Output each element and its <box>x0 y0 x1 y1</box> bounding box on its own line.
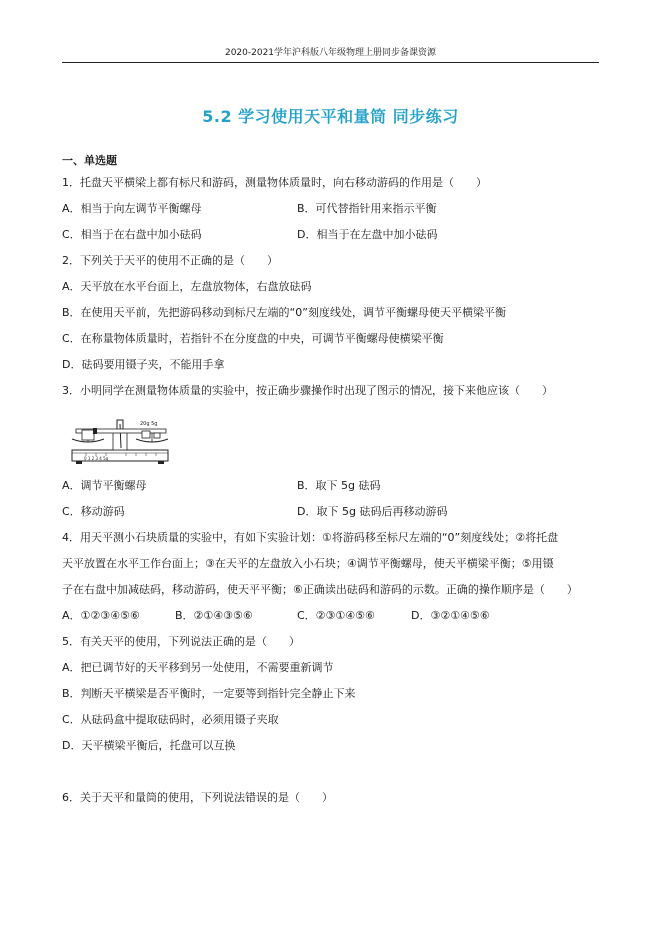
base-scale-label: 0 1 2 3 4 5g <box>84 456 109 461</box>
question-3-option-a: A．调节平衡螺母 <box>62 479 147 492</box>
question-1-option-a: A．相当于向左调节平衡螺母 <box>62 202 202 215</box>
question-5-option-b: B．判断天平横梁是否平衡时，一定要等到指针完全静止下来 <box>62 687 356 700</box>
page-title: 5.2 学习使用天平和量筒 同步练习 <box>202 107 459 126</box>
question-4-option-a: A．①②③④⑤⑥ <box>62 609 140 622</box>
question-6-stem: 6．关于天平和量筒的使用，下列说法错误的是（ ） <box>62 791 333 804</box>
question-5-stem: 5．有关天平的使用，下列说法正确的是（ ） <box>62 635 300 648</box>
question-2-option-d: D．砝码要用镊子夹，不能用手拿 <box>62 358 225 371</box>
section-heading: 一、单选题 <box>62 154 117 167</box>
page-header: 2020-2021学年沪科版八年级物理上册同步备课资源 <box>224 48 437 58</box>
question-4-option-b: B．②①④③⑤⑥ <box>175 609 253 622</box>
question-3-stem: 3．小明同学在测量物体质量的实验中，按正确步骤操作时出现了图示的情况，接下来他应该（ ） <box>62 384 553 397</box>
question-3-option-c: C．移动游码 <box>62 505 125 518</box>
question-3-option-d: D．取下 5g 砝码后再移动游码 <box>297 505 448 518</box>
question-1-option-b: B．可代替指针用来指示平衡 <box>297 202 437 215</box>
header-divider <box>62 62 599 63</box>
question-5-option-c: C．从砝码盒中提取砝码时，必须用镊子夹取 <box>62 713 279 726</box>
question-4-stem-line-3: 子在右盘中加减砝码，移动游码，使天平平衡；⑥正确读出砝码和游码的示数。正确的操作顺序是（ ） <box>62 583 578 596</box>
question-1-stem: 1．托盘天平横梁上都有标尺和游码，测量物体质量时，向右移动游码的作用是（ ） <box>62 176 487 189</box>
question-2-option-c: C．在称量物体质量时，若指针不在分度盘的中央，可调节平衡螺母使横梁平衡 <box>62 332 444 345</box>
question-4-stem-line-1: 4．用天平测小石块质量的实验中，有如下实验计划：①将游码移至标尺左端的“0”刻度线处；②将托盘 <box>62 531 559 544</box>
question-2-option-a: A．天平放在水平台面上，左盘放物体，右盘放砝码 <box>62 280 312 293</box>
question-5-option-d: D．天平横梁平衡后，托盘可以互换 <box>62 739 236 752</box>
question-4-stem-line-2: 天平放置在水平工作台面上；③在天平的左盘放入小石块；④调节平衡螺母，使天平横梁平衡；⑤用镊 <box>62 557 554 570</box>
question-4-option-c: C．②③①④⑤⑥ <box>297 609 375 622</box>
question-5-option-a: A．把已调节好的天平移到另一处使用，不需要重新调节 <box>62 661 334 674</box>
question-1-option-c: C．相当于在右盘中加小砝码 <box>62 228 202 241</box>
question-2-option-b: B．在使用天平前，先把游码移动到标尺左端的“0”刻度线处，调节平衡螺母使天平横梁平衡 <box>62 306 506 319</box>
weights-label: 20g 5g <box>140 421 158 427</box>
question-3-option-b: B．取下 5g 砝码 <box>297 479 381 492</box>
balance-figure <box>66 412 176 472</box>
balance-scale-illustration <box>66 412 176 472</box>
question-2-stem: 2．下列关于天平的使用不正确的是（ ） <box>62 254 278 267</box>
question-4-option-d: D．③②①④⑤⑥ <box>411 609 490 622</box>
question-1-option-d: D．相当于在左盘中加小砝码 <box>297 228 438 241</box>
